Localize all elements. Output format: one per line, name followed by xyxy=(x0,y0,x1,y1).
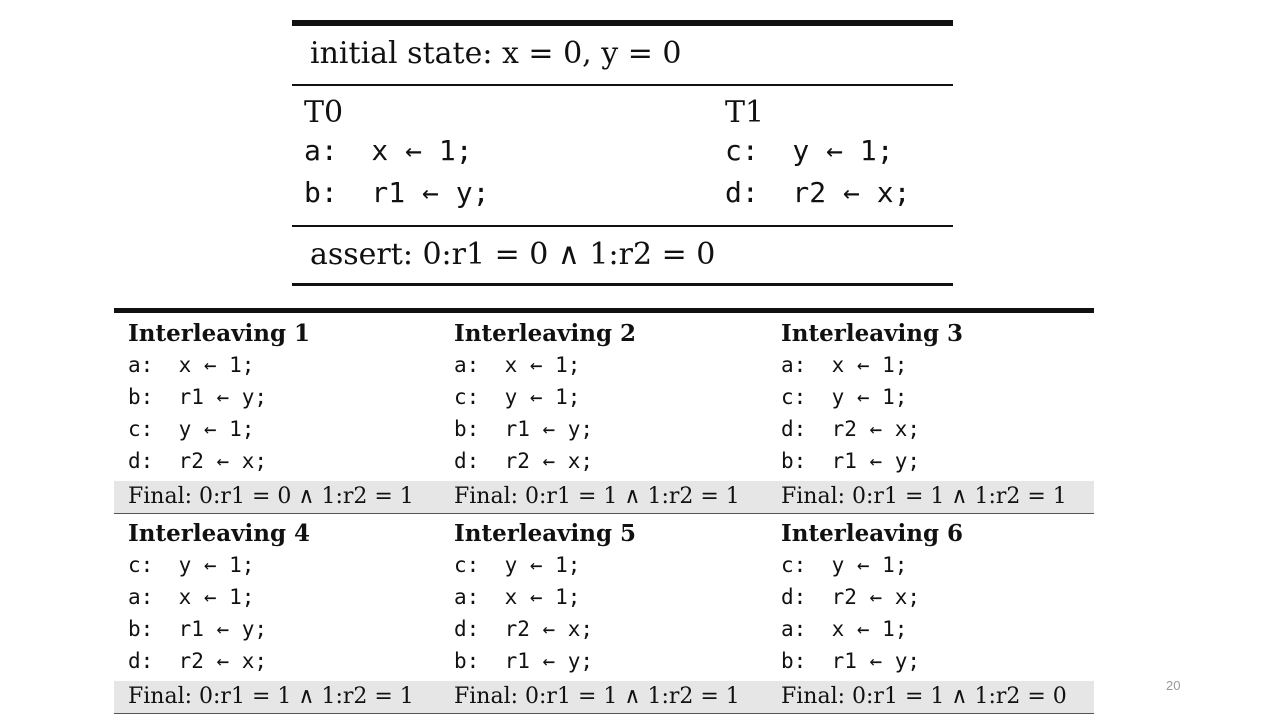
interleaving-title: Interleaving 2 xyxy=(454,320,637,347)
interleaving-step: a: x ← 1; xyxy=(128,585,255,609)
final-result: Final: 0:r1 = 0 ∧ 1:r2 = 1 xyxy=(128,484,414,509)
final-result: Final: 0:r1 = 1 ∧ 1:r2 = 1 xyxy=(128,684,414,709)
final-results-row xyxy=(114,681,1094,714)
interleaving-step: c: y ← 1; xyxy=(128,553,255,577)
slide-number: 20 xyxy=(1166,678,1181,693)
final-results-row xyxy=(114,481,1094,514)
thread-instruction: a: x ← 1; xyxy=(304,134,473,167)
interleaving-step: c: y ← 1; xyxy=(781,553,908,577)
interleaving-title: Interleaving 5 xyxy=(454,520,637,547)
interleaving-step: d: r2 ← x; xyxy=(454,617,594,641)
thread-instruction: b: r1 ← y; xyxy=(304,176,490,209)
interleaving-step: d: r2 ← x; xyxy=(454,449,594,473)
table-rule xyxy=(292,225,953,227)
interleaving-step: b: r1 ← y; xyxy=(128,385,268,409)
table-top-rule xyxy=(114,308,1094,313)
interleaving-title: Interleaving 6 xyxy=(781,520,964,547)
interleaving-step: b: r1 ← y; xyxy=(128,617,268,641)
interleaving-step: d: r2 ← x; xyxy=(781,417,921,441)
table-bottom-rule xyxy=(292,283,953,286)
interleaving-step: d: r2 ← x; xyxy=(128,649,268,673)
interleaving-step: b: r1 ← y; xyxy=(781,649,921,673)
final-result: Final: 0:r1 = 1 ∧ 1:r2 = 0 xyxy=(781,684,1067,709)
thread-t0 xyxy=(304,96,489,214)
interleaving-step: a: x ← 1; xyxy=(454,353,581,377)
interleaving-step: b: r1 ← y; xyxy=(781,449,921,473)
litmus-test-table xyxy=(292,20,953,288)
final-result: Final: 0:r1 = 1 ∧ 1:r2 = 1 xyxy=(454,484,740,509)
interleaving-2 xyxy=(454,319,780,477)
interleaving-step: c: y ← 1; xyxy=(454,553,581,577)
final-result: Final: 0:r1 = 1 ∧ 1:r2 = 1 xyxy=(781,484,1067,509)
interleaving-step: a: x ← 1; xyxy=(781,353,908,377)
interleaving-6 xyxy=(781,519,1107,677)
interleaving-4 xyxy=(128,519,454,677)
interleaving-title: Interleaving 1 xyxy=(128,320,311,347)
thread-instruction: c: y ← 1; xyxy=(725,134,894,167)
interleaving-title: Interleaving 4 xyxy=(128,520,311,547)
interleaving-1 xyxy=(128,319,454,477)
interleaving-step: d: r2 ← x; xyxy=(781,585,921,609)
thread-name: T0 xyxy=(304,95,344,130)
thread-instruction: d: r2 ← x; xyxy=(725,176,911,209)
interleaving-step: a: x ← 1; xyxy=(781,617,908,641)
interleavings-table xyxy=(114,308,1094,708)
interleaving-step: a: x ← 1; xyxy=(454,585,581,609)
interleaving-step: b: r1 ← y; xyxy=(454,417,594,441)
interleaving-3 xyxy=(781,319,1107,477)
final-result: Final: 0:r1 = 1 ∧ 1:r2 = 1 xyxy=(454,684,740,709)
interleaving-step: c: y ← 1; xyxy=(454,385,581,409)
table-rule xyxy=(292,84,953,86)
table-top-rule xyxy=(292,20,953,26)
thread-name: T1 xyxy=(725,95,765,130)
interleaving-step: a: x ← 1; xyxy=(128,353,255,377)
interleaving-step: b: r1 ← y; xyxy=(454,649,594,673)
interleaving-step: d: r2 ← x; xyxy=(128,449,268,473)
interleaving-step: c: y ← 1; xyxy=(128,417,255,441)
assert-condition: assert: 0:r1 = 0 ∧ 1:r2 = 0 xyxy=(310,237,716,272)
interleaving-step: c: y ← 1; xyxy=(781,385,908,409)
initial-state: initial state: x = 0, y = 0 xyxy=(310,36,682,71)
thread-t1 xyxy=(725,96,910,214)
interleaving-title: Interleaving 3 xyxy=(781,320,964,347)
interleaving-5 xyxy=(454,519,780,677)
